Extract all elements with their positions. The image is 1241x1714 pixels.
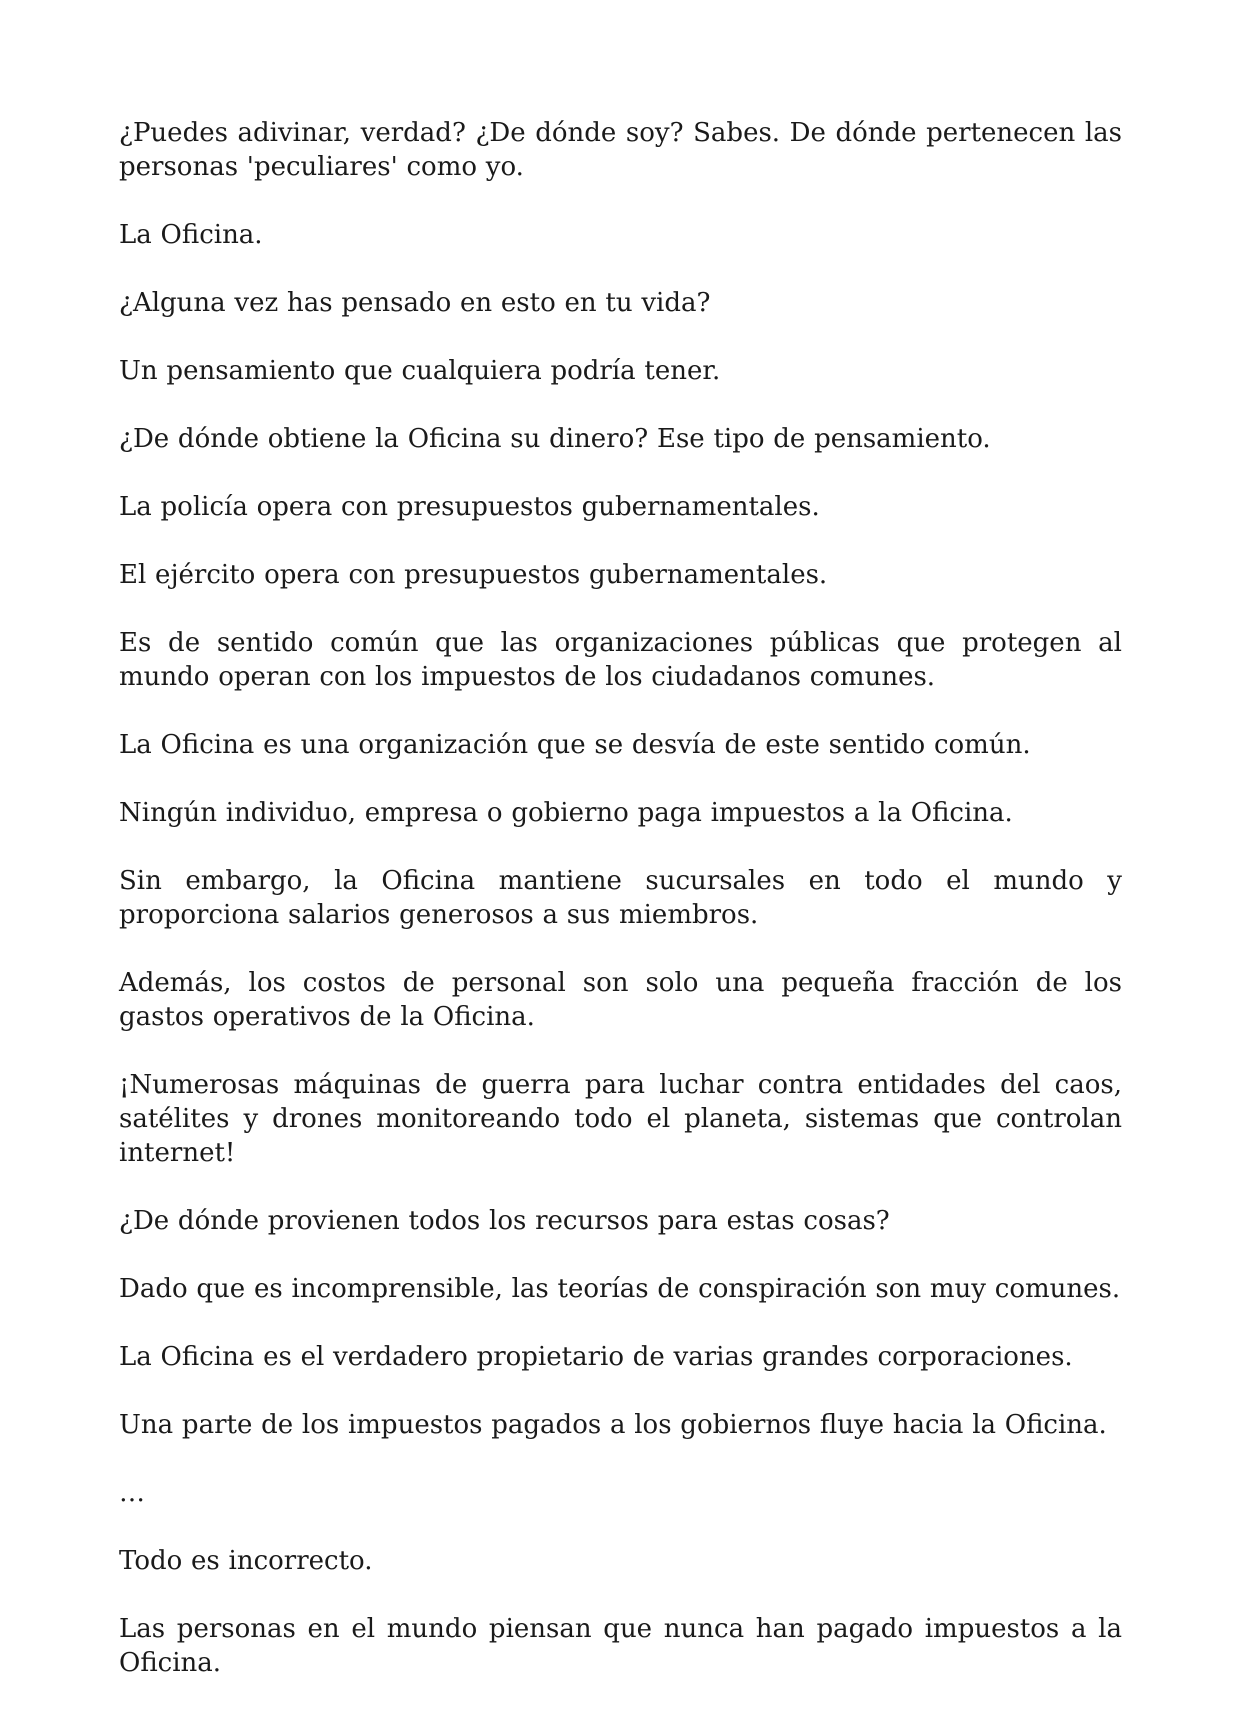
paragraph-7: El ejército opera con presupuestos gubernamentales. (119, 560, 828, 590)
paragraph-13: ¡Numerosas máquinas de guerra para luchar contra entidades del caos, satélites y drones monitoreando todo el planeta, sistemas que controlan internet! (119, 1070, 1122, 1168)
paragraph-20: Las personas en el mundo piensan que nunca han pagado impuestos a la Oficina. (119, 1614, 1122, 1678)
paragraph-12: Además, los costos de personal son solo una pequeña fracción de los gastos operativos de la Oficina. (119, 968, 1122, 1032)
paragraph-9: La Oficina es una organización que se desvía de este sentido común. (119, 730, 1031, 760)
paragraph-2: La Oficina. (119, 220, 263, 250)
paragraph-18: … (119, 1478, 145, 1508)
paragraph-15: Dado que es incomprensible, las teorías de conspiración son muy comunes. (119, 1274, 1121, 1304)
paragraph-1: ¿Puedes adivinar, verdad? ¿De dónde soy? Sabes. De dónde pertenecen las personas 'peculiares' como yo. (119, 118, 1122, 182)
paragraph-16: La Oficina es el verdadero propietario de varias grandes corporaciones. (119, 1342, 1073, 1372)
paragraph-4: Un pensamiento que cualquiera podría tener. (119, 356, 721, 386)
paragraph-5: ¿De dónde obtiene la Oficina su dinero? Ese tipo de pensamiento. (119, 424, 991, 454)
paragraph-19: Todo es incorrecto. (119, 1546, 373, 1576)
paragraph-11: Sin embargo, la Oficina mantiene sucursales en todo el mundo y proporciona salarios generosos a sus miembros. (119, 866, 1122, 930)
paragraph-8: Es de sentido común que las organizaciones públicas que protegen al mundo operan con los impuestos de los ciudadanos comunes. (119, 628, 1122, 692)
paragraph-14: ¿De dónde provienen todos los recursos para estas cosas? (119, 1206, 890, 1236)
paragraph-6: La policía opera con presupuestos gubernamentales. (119, 492, 820, 522)
paragraph-10: Ningún individuo, empresa o gobierno paga impuestos a la Oficina. (119, 798, 1013, 828)
paragraph-3: ¿Alguna vez has pensado en esto en tu vida? (119, 288, 711, 318)
paragraph-17: Una parte de los impuestos pagados a los gobiernos fluye hacia la Oficina. (119, 1410, 1107, 1440)
document-page (119, 116, 1122, 1714)
